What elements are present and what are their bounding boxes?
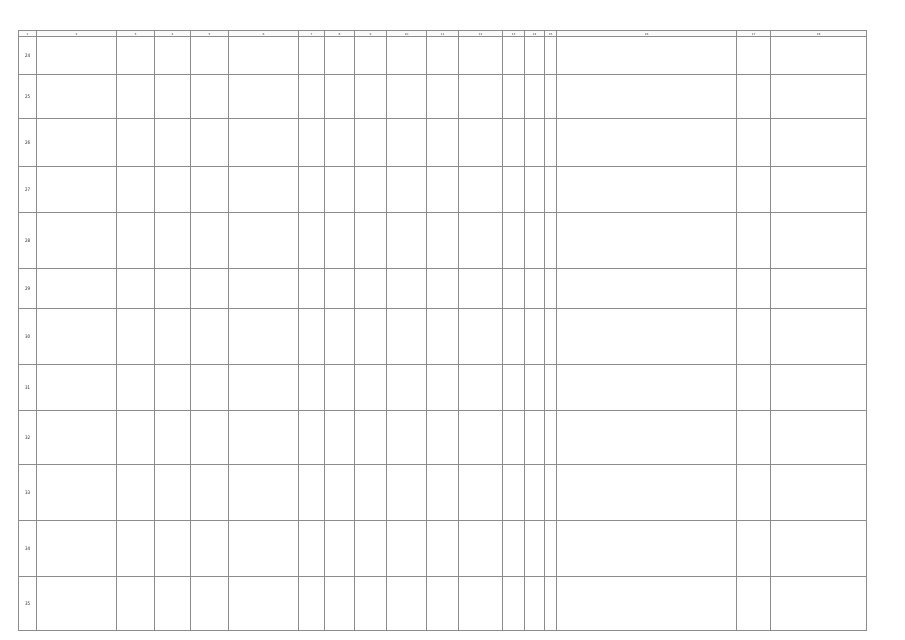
cell-code (325, 521, 355, 577)
cell-type (191, 119, 229, 167)
cell-code (325, 167, 355, 213)
cell-class (427, 75, 459, 119)
cell-c (545, 37, 557, 75)
cell-b (525, 75, 545, 119)
cell-date (771, 167, 867, 213)
column-header: 4 (155, 31, 191, 37)
cell-inn (117, 465, 155, 521)
cell-a (503, 213, 525, 269)
cell-address (229, 119, 299, 167)
cell-c (545, 577, 557, 631)
cell-activity (387, 577, 427, 631)
cell-ownership (155, 213, 191, 269)
cell-name (37, 365, 117, 411)
cell-inn (117, 119, 155, 167)
cell-legal (557, 411, 737, 465)
cell-b (525, 213, 545, 269)
registry-table (18, 30, 867, 631)
cell-desc (459, 269, 503, 309)
cell-b (525, 37, 545, 75)
cell-kind (355, 167, 387, 213)
cell-kind (355, 119, 387, 167)
cell-address (229, 365, 299, 411)
cell-a (503, 521, 525, 577)
cell-empty (737, 37, 771, 75)
row-number-cell: 27 (19, 167, 37, 213)
cell-city (299, 365, 325, 411)
row-number-cell: 34 (19, 521, 37, 577)
cell-kind (355, 411, 387, 465)
cell-class (427, 365, 459, 411)
cell-empty (737, 577, 771, 631)
cell-city (299, 213, 325, 269)
cell-kind (355, 37, 387, 75)
cell-ownership (155, 119, 191, 167)
cell-name (37, 37, 117, 75)
table-row (19, 119, 867, 167)
column-header: 14 (525, 31, 545, 37)
cell-address (229, 465, 299, 521)
column-header: 15 (545, 31, 557, 37)
cell-b (525, 167, 545, 213)
cell-desc (459, 309, 503, 365)
row-number-cell: 26 (19, 119, 37, 167)
column-header: 10 (387, 31, 427, 37)
cell-kind (355, 309, 387, 365)
cell-kind (355, 521, 387, 577)
row-number-cell: 30 (19, 309, 37, 365)
cell-code (325, 465, 355, 521)
table-row (19, 521, 867, 577)
cell-activity (387, 365, 427, 411)
cell-name (37, 213, 117, 269)
cell-type (191, 75, 229, 119)
cell-address (229, 167, 299, 213)
column-header: 18 (771, 31, 867, 37)
cell-b (525, 309, 545, 365)
cell-c (545, 411, 557, 465)
cell-type (191, 365, 229, 411)
cell-class (427, 465, 459, 521)
column-header: 16 (557, 31, 737, 37)
cell-type (191, 577, 229, 631)
cell-city (299, 309, 325, 365)
table-row (19, 365, 867, 411)
cell-address (229, 521, 299, 577)
cell-c (545, 119, 557, 167)
column-header: 8 (325, 31, 355, 37)
cell-ownership (155, 167, 191, 213)
table-row (19, 75, 867, 119)
cell-empty (737, 465, 771, 521)
cell-name (37, 521, 117, 577)
cell-a (503, 465, 525, 521)
cell-kind (355, 365, 387, 411)
cell-name (37, 465, 117, 521)
cell-class (427, 167, 459, 213)
cell-ownership (155, 521, 191, 577)
cell-c (545, 309, 557, 365)
cell-legal (557, 213, 737, 269)
row-number-cell: 32 (19, 411, 37, 465)
cell-ownership (155, 37, 191, 75)
cell-kind (355, 577, 387, 631)
cell-a (503, 309, 525, 365)
cell-a (503, 167, 525, 213)
cell-a (503, 269, 525, 309)
cell-legal (557, 75, 737, 119)
column-header: 6 (229, 31, 299, 37)
cell-date (771, 521, 867, 577)
row-number-cell: 35 (19, 577, 37, 631)
cell-name (37, 167, 117, 213)
cell-c (545, 167, 557, 213)
cell-b (525, 465, 545, 521)
cell-name (37, 577, 117, 631)
table-row (19, 309, 867, 365)
cell-ownership (155, 365, 191, 411)
cell-inn (117, 365, 155, 411)
cell-kind (355, 269, 387, 309)
cell-legal (557, 365, 737, 411)
cell-legal (557, 577, 737, 631)
cell-a (503, 119, 525, 167)
cell-date (771, 411, 867, 465)
cell-b (525, 269, 545, 309)
row-number-cell: 28 (19, 213, 37, 269)
cell-date (771, 309, 867, 365)
cell-code (325, 213, 355, 269)
cell-c (545, 75, 557, 119)
cell-date (771, 365, 867, 411)
cell-class (427, 577, 459, 631)
cell-inn (117, 269, 155, 309)
cell-name (37, 119, 117, 167)
cell-city (299, 411, 325, 465)
cell-address (229, 309, 299, 365)
cell-inn (117, 411, 155, 465)
cell-a (503, 411, 525, 465)
cell-date (771, 465, 867, 521)
cell-activity (387, 119, 427, 167)
cell-c (545, 465, 557, 521)
cell-inn (117, 309, 155, 365)
cell-desc (459, 365, 503, 411)
cell-type (191, 465, 229, 521)
cell-code (325, 119, 355, 167)
cell-legal (557, 465, 737, 521)
row-number-cell: 33 (19, 465, 37, 521)
cell-desc (459, 37, 503, 75)
cell-class (427, 521, 459, 577)
row-number-cell: 29 (19, 269, 37, 309)
cell-legal (557, 167, 737, 213)
cell-b (525, 365, 545, 411)
cell-name (37, 309, 117, 365)
cell-code (325, 411, 355, 465)
cell-a (503, 37, 525, 75)
cell-empty (737, 75, 771, 119)
table-row (19, 411, 867, 465)
cell-empty (737, 309, 771, 365)
cell-code (325, 37, 355, 75)
cell-legal (557, 309, 737, 365)
cell-ownership (155, 269, 191, 309)
cell-type (191, 37, 229, 75)
cell-city (299, 75, 325, 119)
cell-type (191, 213, 229, 269)
cell-inn (117, 577, 155, 631)
table-row (19, 269, 867, 309)
cell-city (299, 577, 325, 631)
cell-activity (387, 167, 427, 213)
cell-c (545, 269, 557, 309)
table-row (19, 37, 867, 75)
cell-kind (355, 213, 387, 269)
cell-a (503, 577, 525, 631)
cell-a (503, 365, 525, 411)
row-number-cell: 25 (19, 75, 37, 119)
column-header: 3 (117, 31, 155, 37)
cell-type (191, 521, 229, 577)
cell-desc (459, 213, 503, 269)
cell-class (427, 37, 459, 75)
cell-empty (737, 411, 771, 465)
cell-city (299, 37, 325, 75)
cell-kind (355, 465, 387, 521)
cell-activity (387, 37, 427, 75)
cell-class (427, 269, 459, 309)
cell-type (191, 411, 229, 465)
cell-city (299, 167, 325, 213)
cell-inn (117, 213, 155, 269)
cell-name (37, 411, 117, 465)
cell-city (299, 119, 325, 167)
cell-empty (737, 167, 771, 213)
cell-b (525, 577, 545, 631)
cell-activity (387, 269, 427, 309)
row-number-cell: 24 (19, 37, 37, 75)
cell-ownership (155, 465, 191, 521)
table-row (19, 213, 867, 269)
cell-city (299, 269, 325, 309)
cell-code (325, 309, 355, 365)
cell-activity (387, 213, 427, 269)
column-header: 9 (355, 31, 387, 37)
cell-b (525, 411, 545, 465)
cell-city (299, 465, 325, 521)
column-header: 7 (299, 31, 325, 37)
cell-date (771, 75, 867, 119)
column-header: 17 (737, 31, 771, 37)
cell-name (37, 269, 117, 309)
cell-inn (117, 521, 155, 577)
cell-empty (737, 269, 771, 309)
column-header: 12 (459, 31, 503, 37)
cell-inn (117, 75, 155, 119)
table-row (19, 465, 867, 521)
cell-c (545, 521, 557, 577)
cell-empty (737, 521, 771, 577)
cell-b (525, 521, 545, 577)
cell-address (229, 213, 299, 269)
cell-date (771, 213, 867, 269)
column-header: 11 (427, 31, 459, 37)
cell-class (427, 213, 459, 269)
cell-kind (355, 75, 387, 119)
cell-desc (459, 465, 503, 521)
cell-class (427, 309, 459, 365)
cell-address (229, 75, 299, 119)
column-header: 13 (503, 31, 525, 37)
cell-ownership (155, 411, 191, 465)
cell-date (771, 37, 867, 75)
cell-class (427, 411, 459, 465)
cell-legal (557, 521, 737, 577)
cell-desc (459, 577, 503, 631)
cell-activity (387, 309, 427, 365)
cell-date (771, 119, 867, 167)
cell-type (191, 309, 229, 365)
cell-inn (117, 167, 155, 213)
cell-type (191, 269, 229, 309)
row-number-cell: 31 (19, 365, 37, 411)
table-row (19, 167, 867, 213)
cell-desc (459, 411, 503, 465)
cell-date (771, 269, 867, 309)
cell-address (229, 269, 299, 309)
cell-desc (459, 521, 503, 577)
column-header: 5 (191, 31, 229, 37)
column-header: 1 (19, 31, 37, 37)
cell-a (503, 75, 525, 119)
cell-desc (459, 167, 503, 213)
cell-b (525, 119, 545, 167)
cell-activity (387, 521, 427, 577)
column-header: 2 (37, 31, 117, 37)
cell-c (545, 213, 557, 269)
cell-legal (557, 269, 737, 309)
cell-code (325, 577, 355, 631)
cell-desc (459, 75, 503, 119)
cell-empty (737, 119, 771, 167)
cell-activity (387, 465, 427, 521)
cell-code (325, 365, 355, 411)
cell-activity (387, 75, 427, 119)
cell-date (771, 577, 867, 631)
cell-desc (459, 119, 503, 167)
cell-code (325, 75, 355, 119)
cell-address (229, 411, 299, 465)
cell-ownership (155, 75, 191, 119)
cell-ownership (155, 309, 191, 365)
cell-ownership (155, 577, 191, 631)
table-row (19, 577, 867, 631)
cell-city (299, 521, 325, 577)
cell-address (229, 577, 299, 631)
cell-activity (387, 411, 427, 465)
cell-code (325, 269, 355, 309)
cell-type (191, 167, 229, 213)
cell-address (229, 37, 299, 75)
cell-legal (557, 119, 737, 167)
cell-empty (737, 365, 771, 411)
cell-class (427, 119, 459, 167)
cell-c (545, 365, 557, 411)
cell-name (37, 75, 117, 119)
cell-legal (557, 37, 737, 75)
cell-inn (117, 37, 155, 75)
cell-empty (737, 213, 771, 269)
